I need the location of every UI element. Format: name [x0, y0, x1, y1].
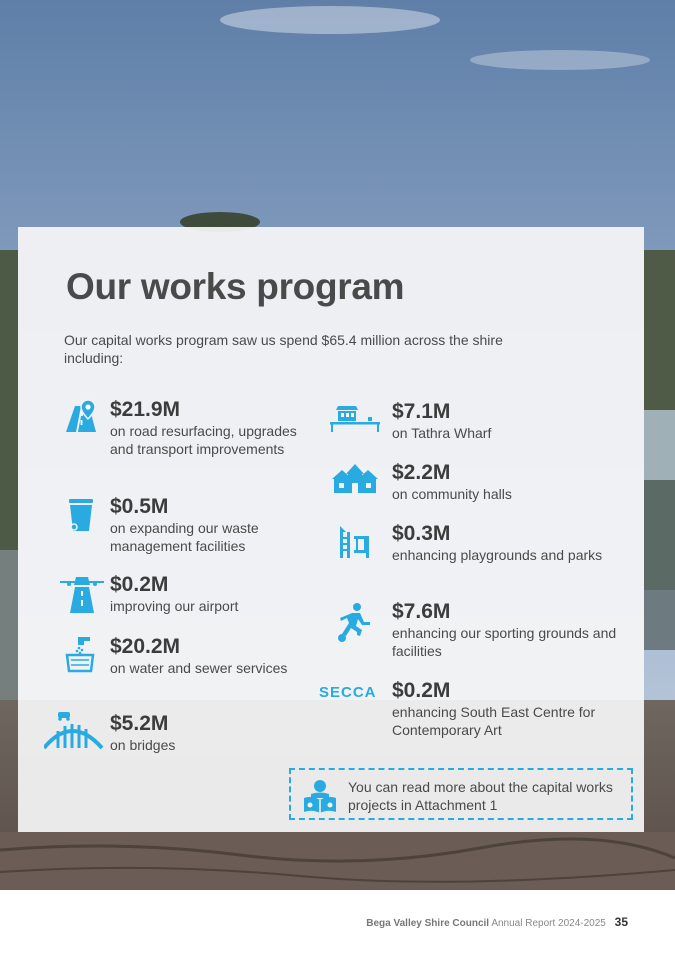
intro-text: Our capital works program saw us spend $65.4 million across the shire including: [64, 332, 503, 366]
spend-item-airport [58, 573, 324, 617]
spend-item-halls [330, 461, 620, 505]
amount: $20.2M [110, 635, 181, 658]
spend-item-secca [318, 679, 620, 739]
description: enhancing our sporting grounds and facilities [392, 625, 617, 659]
callout-text: You can read more about the capital works projects in Attachment 1 [348, 779, 613, 813]
waste-bin-icon [64, 495, 110, 535]
amount: $7.6M [392, 600, 451, 623]
description: on community halls [392, 486, 512, 502]
reader-icon [303, 778, 339, 814]
footer-report: Annual Report 2024-2025 [491, 918, 606, 929]
amount: $7.1M [392, 400, 451, 423]
amount: $0.2M [110, 573, 169, 596]
amount: $0.2M [392, 679, 451, 702]
spend-item-sporting [330, 600, 620, 660]
description: enhancing South East Centre for Contemporary Art [392, 704, 596, 738]
page-title: Our works program [66, 266, 405, 307]
description: improving our airport [110, 598, 239, 614]
spend-item-bridges [44, 712, 324, 756]
community-hall-icon [330, 461, 392, 501]
spend-item-waste [64, 495, 324, 555]
spend-item-wharf [330, 400, 620, 444]
road-location-icon [64, 398, 110, 438]
page-number: 35 [614, 915, 628, 929]
description: on road resurfacing, upgrades and transport improvements [110, 423, 297, 457]
water-tap-icon [64, 635, 110, 675]
amount: $5.2M [110, 712, 169, 735]
secca-logo-text: SECCA [319, 684, 377, 701]
secca-logo [318, 681, 392, 721]
description: enhancing playgrounds and parks [392, 547, 603, 563]
description: on bridges [110, 737, 176, 753]
amount: $0.5M [110, 495, 169, 518]
amount: $0.3M [392, 522, 451, 545]
page-footer [366, 915, 628, 929]
playground-icon [330, 522, 392, 562]
description: on Tathra Wharf [392, 425, 492, 441]
amount: $21.9M [110, 398, 181, 421]
amount: $2.2M [392, 461, 451, 484]
soccer-player-icon [330, 600, 392, 640]
wharf-icon [330, 400, 392, 440]
spend-item-playgrounds [330, 522, 620, 582]
description: on water and sewer services [110, 660, 288, 676]
bridge-icon [44, 712, 110, 752]
airport-runway-icon [58, 573, 110, 613]
description: on expanding our waste management facilities [110, 520, 259, 554]
footer-org: Bega Valley Shire Council [366, 918, 490, 929]
attachment-callout [289, 768, 633, 820]
spend-item-roads [64, 398, 324, 478]
spend-item-water [64, 635, 324, 695]
